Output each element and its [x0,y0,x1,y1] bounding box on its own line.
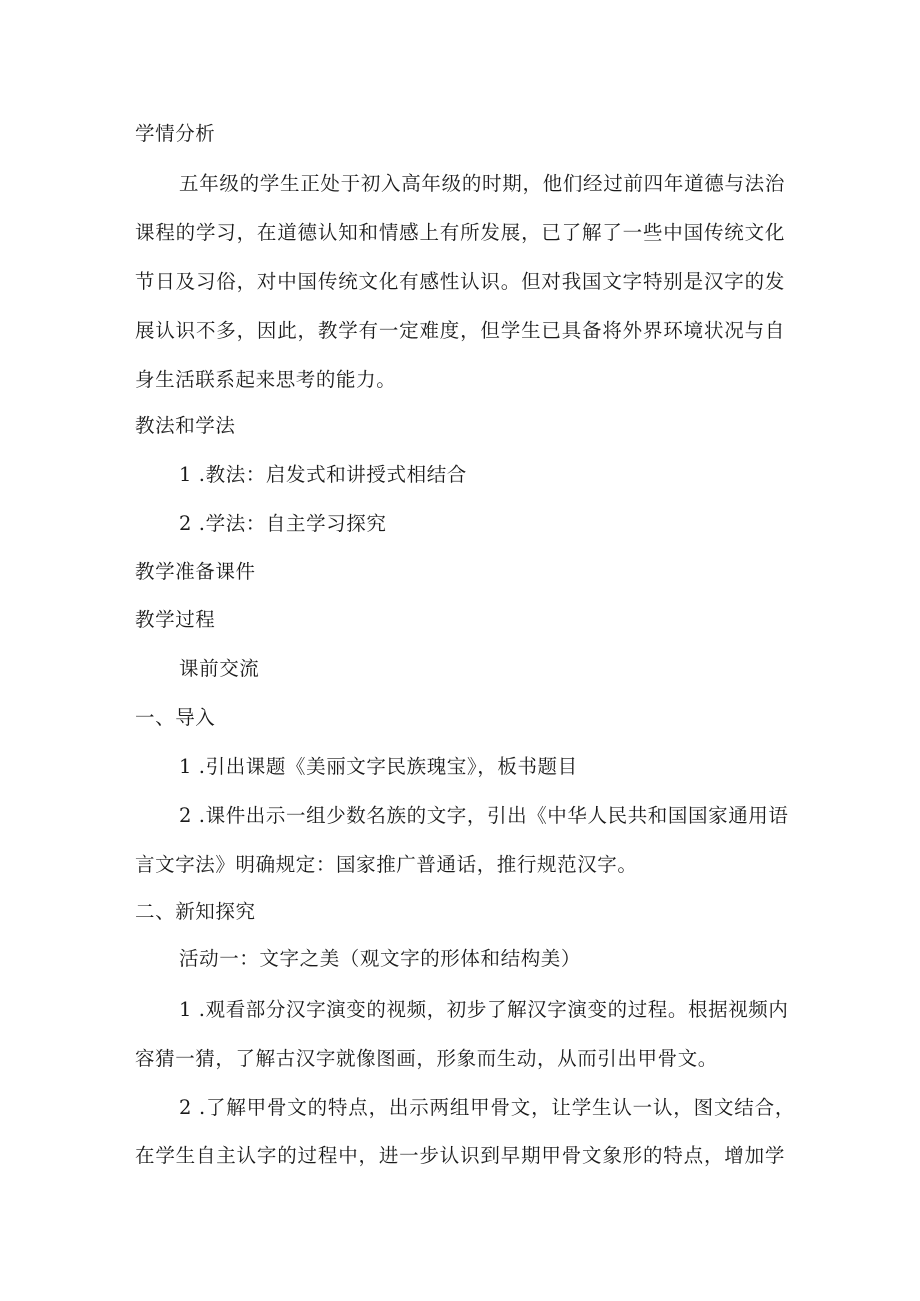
heading-preparation: 教学准备课件 [135,560,256,583]
paragraph-line: 五年级的学生正处于初入高年级的时期，他们经过前四年道德与法治 [179,172,785,195]
activity-item-2: 2 .了解甲骨文的特点，出示两组甲骨文，让学生认一认，图文结合， [179,1096,795,1119]
heading-methods: 教法和学法 [135,414,236,437]
activity-item-1: 1 .观看部分汉字演变的视频，初步了解汉字演变的过程。根据视频内 [179,998,789,1021]
activity-item-2-continued: 在学生自主认字的过程中，进一步认识到早期甲骨文象形的特点，增加学 [135,1144,785,1167]
paragraph-line: 展认识不多，因此，教学有一定难度，但学生已具备将外界环境状况与自 [135,319,785,342]
heading-teaching-process: 教学过程 [135,608,216,631]
methods-item-learning: 2 .学法：自主学习探究 [179,512,387,535]
intro-item-2: 2 .课件出示一组少数名族的文字，引出《中华人民共和国国家通用语 [179,804,789,827]
intro-item-1: 1 .引出课题《美丽文字民族瑰宝》，板书题目 [179,755,578,778]
pre-class-exchange: 课前交流 [179,657,260,680]
activity-item-1-continued: 容猜一猜，了解古汉字就像图画，形象而生动，从而引出甲骨文。 [135,1047,718,1070]
methods-item-teaching: 1 .教法：启发式和讲授式相结合 [179,463,467,486]
paragraph-line: 身生活联系起来思考的能力。 [135,368,397,391]
intro-item-2-continued: 言文字法》明确规定：国家推广普通话，推行规范汉字。 [135,853,638,876]
paragraph-line: 节日及习俗，对中国传统文化有感性认识。但对我国文字特别是汉字的发 [135,270,785,293]
heading-student-analysis: 学情分析 [135,122,216,145]
heading-introduction: 一、导入 [135,706,216,729]
activity-one-title: 活动一：文字之美（观文字的形体和结构美） [179,947,582,970]
heading-new-knowledge: 二、新知探究 [135,900,256,923]
paragraph-line: 课程的学习，在道德认知和情感上有所发展，已了解了一些中国传统文化 [135,221,785,244]
